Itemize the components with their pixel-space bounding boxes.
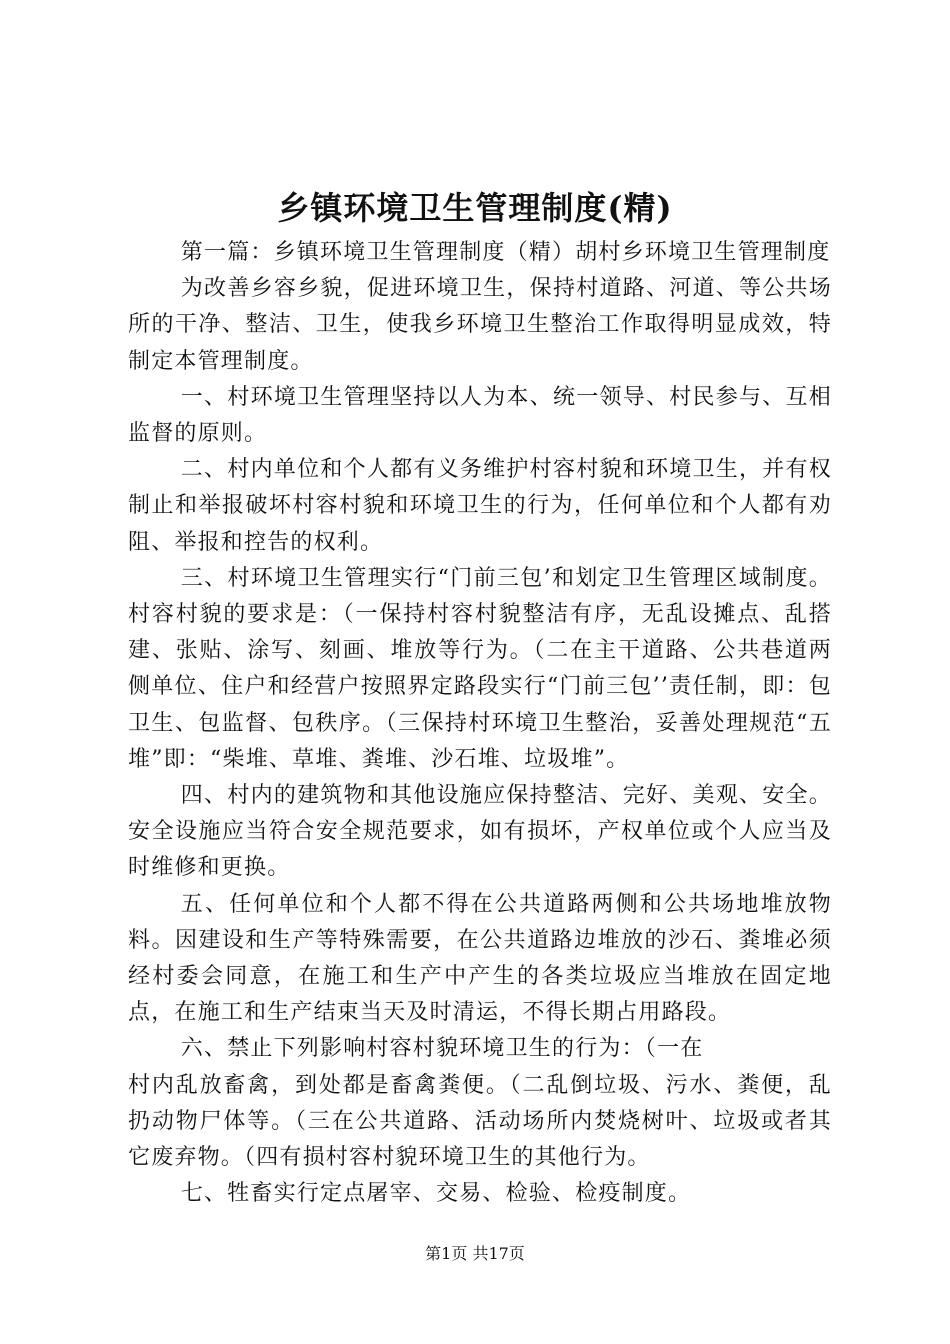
page-footer: 第1页 共17页 xyxy=(425,1244,525,1263)
paragraph-rule-3: 三、村环境卫生管理实行“门前三包’和划定卫生管理区域制度。村容村貌的要求是：（一保持村容村貌整洁有序，无乱设摊点、乱搭建、张贴、涂写、刻画、堆放等行为。（二在主干道路、公共巷道两侧单位、住户和经营户按照界定路段实行“门前三包’’责任制，即：包卫生、包监督、包秩序。（三保持村环境卫生整治，妥善处理规范“五堆”即：“柴堆、草堆、粪堆、沙石堆、垃圾堆”。 xyxy=(128,565,832,772)
paragraph-rule-6: 六、禁止下列影响村容村貌环境卫生的行为：（一在 xyxy=(180,1036,704,1062)
paragraph-rule-1: 一、村环境卫生管理坚持以人为本、统一领导、村民参与、互相监督的原则。 xyxy=(128,384,832,447)
document-title: 乡镇环境卫生管理制度(精) xyxy=(277,189,673,227)
paragraph-purpose: 为改善乡容乡貌，促进环境卫生，保持村道路、河道、等公共场所的干净、整洁、卫生，使我乡环境卫生整治工作取得明显成效，特制定本管理制度。 xyxy=(128,276,832,374)
paragraph-rule-2: 二、村内单位和个人都有义务维护村容村貌和环境卫生，并有权制止和举报破坏村容村貌和环境卫生的行为，任何单位和个人都有劝阻、举报和控告的权利。 xyxy=(128,457,832,555)
paragraph-rule-7: 七、牲畜实行定点屠宰、交易、检验、检疫制度。 xyxy=(180,1181,692,1207)
paragraph-rule-5: 五、任何单位和个人都不得在公共道路两侧和公共场地堆放物料。因建设和生产等特殊需要，在公共道路边堆放的沙石、粪堆必须经村委会同意，在施工和生产中产生的各类垃圾应当堆放在固定地点，在施工和生产结束当天及时清运，不得长期占用路段。 xyxy=(128,891,832,1026)
paragraph-rule-6-continued: 村内乱放畜禽，到处都是畜禽粪便。（二乱倒垃圾、污水、粪便，乱扔动物尸体等。（三在公共道路、活动场所内焚烧树叶、垃圾或者其它废弃物。（四有损村容村貌环境卫生的其他行为。 xyxy=(128,1072,832,1171)
document-body xyxy=(128,235,832,1212)
paragraph-rule-4: 四、村内的建筑物和其他设施应保持整洁、完好、美观、安全。安全设施应当符合安全规范要求，如有损坏，产权单位或个人应当及时维修和更换。 xyxy=(128,783,832,881)
paragraph-intro: 第一篇：乡镇环境卫生管理制度（精）胡村乡环境卫生管理制度 xyxy=(180,240,831,265)
